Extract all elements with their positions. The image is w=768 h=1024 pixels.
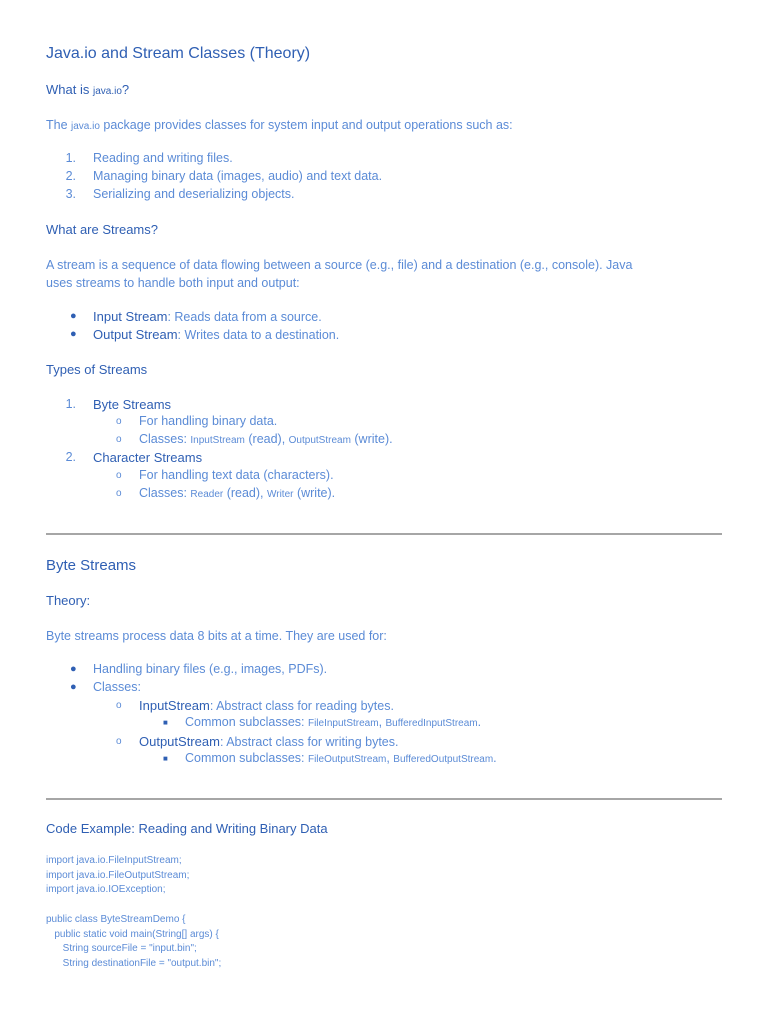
bullet-icon: ● bbox=[70, 681, 77, 693]
document-title: Java.io and Stream Classes (Theory) bbox=[46, 45, 311, 62]
square-bullet-icon: ■ bbox=[163, 718, 168, 727]
list-subitem: For handling text data (characters). bbox=[139, 468, 334, 482]
circle-bullet-icon: o bbox=[116, 700, 122, 711]
class-name: FileInputStream bbox=[307, 718, 379, 729]
heading-types-of-streams: Types of Streams bbox=[46, 362, 148, 377]
circle-bullet-icon: o bbox=[116, 736, 122, 747]
list-item-title: Byte Streams bbox=[93, 397, 172, 412]
list-number: 3. bbox=[65, 187, 76, 201]
intro-prefix: The bbox=[46, 118, 72, 132]
list-subsubitem bbox=[185, 751, 497, 765]
code-line: import java.io.FileOutputStream; bbox=[46, 869, 190, 881]
intro-paragraph bbox=[46, 116, 706, 136]
separator: , bbox=[386, 751, 394, 765]
separator: , bbox=[378, 715, 386, 729]
list-term: OutputStream bbox=[139, 734, 220, 749]
class-name: InputStream bbox=[190, 435, 245, 446]
code-line: import java.io.FileInputStream; bbox=[46, 855, 182, 866]
horizontal-divider bbox=[46, 798, 722, 800]
list-term: InputStream bbox=[139, 698, 210, 713]
code-line: String sourceFile = "input.bin"; bbox=[46, 943, 197, 955]
streams-line-1: A stream is a sequence of data flowing between a source (e.g., file) and a destination (e.g., console). Java bbox=[46, 258, 633, 272]
list-item: Handling binary files (e.g., images, PDFs). bbox=[93, 662, 328, 676]
list-text: : Abstract class for writing bytes. bbox=[219, 735, 399, 749]
heading-code: java.io bbox=[92, 86, 122, 97]
heading-byte-streams: Byte Streams bbox=[46, 557, 137, 574]
horizontal-divider bbox=[46, 533, 722, 535]
list-subitem bbox=[139, 734, 398, 749]
code-block bbox=[46, 854, 221, 972]
list-text: : Reads data from a source. bbox=[167, 310, 322, 324]
heading-code-example: Code Example: Reading and Writing Binary Data bbox=[46, 821, 328, 836]
list-subitem bbox=[139, 486, 335, 500]
classes-prefix: Classes: bbox=[139, 486, 191, 500]
classes-prefix: Classes: bbox=[139, 432, 191, 446]
circle-bullet-icon: o bbox=[116, 470, 122, 481]
heading-theory: Theory: bbox=[46, 593, 91, 608]
subclasses-prefix: Common subclasses: bbox=[185, 715, 308, 729]
code-line: import java.io.IOException; bbox=[46, 884, 166, 896]
class-name: OutputStream bbox=[288, 435, 351, 446]
list-number: 1. bbox=[65, 151, 76, 165]
list-text: : Writes data to a destination. bbox=[177, 328, 340, 342]
list-number: 2. bbox=[65, 450, 76, 464]
class-name: BufferedInputStream bbox=[385, 718, 478, 729]
period: . bbox=[477, 715, 482, 729]
bullet-icon: ● bbox=[70, 328, 77, 340]
list-subitem bbox=[139, 698, 394, 713]
code-line bbox=[46, 898, 221, 913]
list-item bbox=[93, 327, 339, 342]
byte-paragraph: Byte streams process data 8 bits at a time. They are used for: bbox=[46, 629, 387, 643]
list-subitem: For handling binary data. bbox=[139, 414, 278, 428]
class-note: (write). bbox=[293, 486, 336, 500]
heading-what-are-streams: What are Streams? bbox=[46, 222, 158, 237]
streams-line-2: uses streams to handle both input and output: bbox=[46, 276, 300, 290]
code-line: public class ByteStreamDemo { bbox=[46, 913, 186, 925]
circle-bullet-icon: o bbox=[116, 434, 122, 445]
code-line: public static void main(String[] args) { bbox=[46, 928, 219, 940]
bullet-icon: ● bbox=[70, 663, 77, 675]
list-item: Serializing and deserializing objects. bbox=[93, 187, 295, 201]
code-line: String destinationFile = "output.bin"; bbox=[46, 957, 222, 969]
list-text: : Abstract class for reading bytes. bbox=[209, 699, 394, 713]
intro-code: java.io bbox=[71, 121, 100, 132]
heading-what-is-javaio bbox=[46, 82, 129, 97]
class-note: (read), bbox=[244, 432, 289, 446]
list-item: Classes: bbox=[93, 680, 141, 694]
circle-bullet-icon: o bbox=[116, 488, 122, 499]
intro-suffix: package provides classes for system input and output operations such as: bbox=[99, 118, 513, 132]
list-number: 1. bbox=[65, 397, 76, 411]
class-note: (read), bbox=[223, 486, 267, 500]
period: . bbox=[493, 751, 497, 765]
list-number: 2. bbox=[65, 169, 76, 183]
heading-suffix: ? bbox=[121, 82, 130, 97]
list-item: Reading and writing files. bbox=[93, 151, 233, 165]
list-term: Input Stream bbox=[93, 309, 168, 324]
subclasses-prefix: Common subclasses: bbox=[185, 751, 308, 765]
list-item: Managing binary data (images, audio) and text data. bbox=[93, 169, 383, 183]
streams-paragraph bbox=[46, 256, 706, 292]
bullet-icon: ● bbox=[70, 310, 77, 322]
heading-text: What is bbox=[46, 82, 93, 97]
list-term: Output Stream bbox=[93, 327, 178, 342]
class-name: Reader bbox=[190, 489, 224, 500]
list-subsubitem bbox=[185, 715, 481, 729]
class-note: (write). bbox=[350, 432, 393, 446]
circle-bullet-icon: o bbox=[116, 416, 122, 427]
list-subitem bbox=[139, 432, 393, 446]
class-name: BufferedOutputStream bbox=[393, 754, 494, 765]
class-name: Writer bbox=[266, 489, 294, 500]
square-bullet-icon: ■ bbox=[163, 754, 168, 763]
list-item bbox=[93, 309, 322, 324]
list-item-title: Character Streams bbox=[93, 450, 203, 465]
class-name: FileOutputStream bbox=[307, 754, 387, 765]
